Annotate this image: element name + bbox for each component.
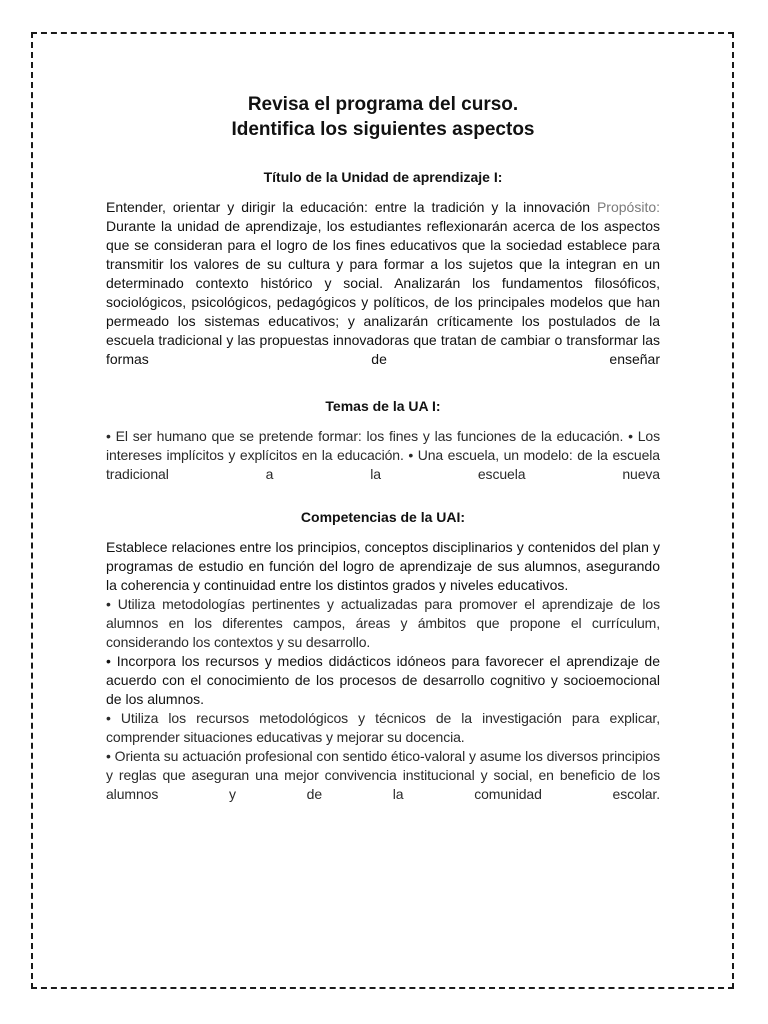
unidad-section [106,168,660,369]
competencias-item: • Orienta su actuación profesional con sentido ético-valoral y asume los diversos principios y reglas que aseguran una mejor convivencia institucional y social, en beneficio de los alumnos y de la comunidad escolar. [106,748,660,802]
competencias-item: • Utiliza metodologías pertinentes y actualizadas para promover el aprendizaje de los alumnos en los diferentes campos, áreas y ámbitos que propone el currículum, considerando los contextos y su desarrollo. [106,596,660,650]
competencias-item: • Incorpora los recursos y medios didácticos idóneos para favorecer el aprendizaje de acuerdo con el conocimiento de los procesos de desarrollo cognitivo y socioemocional de los alumnos. [106,653,660,707]
unidad-paragraph [106,198,660,369]
page-title-line-2: Identifica los siguientes aspectos [231,119,535,140]
unidad-heading: Título de la Unidad de aprendizaje I: [263,169,503,185]
purpose-label: Propósito: [596,199,661,215]
competencias-section [106,508,660,804]
page-title [106,92,660,142]
temas-paragraph: • El ser humano que se pretende formar: los fines y las funciones de la educación. • Los intereses implícitos y explícitos en la educación. • Una escuela, un modelo: de la escuela tradicional a la escuela nueva [106,428,660,482]
purpose-text: Durante la unidad de aprendizaje, los estudiantes reflexionarán acerca de los aspectos que se consideran para el logro de los fines educativos que la sociedad establece para transmitir los valores de su cultura y para formar a los sujetos que la integran en un determinado contexto histórico y social. Analizarán los fundamentos filosóficos, sociológicos, psicológicos, pedagógicos y políticos, de los principales modelos que han permeado los sistemas educativos; y analizarán críticamente los postulados de la escuela tradicional y las propuestas innovadoras que tratan de cambiar o transformar las formas de enseñar [106,218,660,367]
competencias-heading: Competencias de la UAI: [300,509,466,525]
page-title-line-1: Revisa el programa del curso. [247,94,519,115]
document-body [106,92,660,804]
competencias-item: • Utiliza los recursos metodológicos y técnicos de la investigación para explicar, comprender situaciones educativas y mejorar su docencia. [106,710,660,745]
temas-section [106,397,660,484]
competencias-item: Establece relaciones entre los principios, conceptos disciplinarios y contenidos del plan y programas de estudio en función del logro de aprendizaje de sus alumnos, asegurando la coherencia y continuidad entre los distintos grados y niveles educativos. [106,539,660,593]
unidad-name: Entender, orientar y dirigir la educación: entre la tradición y la innovación [106,199,591,215]
temas-heading: Temas de la UA I: [325,398,441,414]
